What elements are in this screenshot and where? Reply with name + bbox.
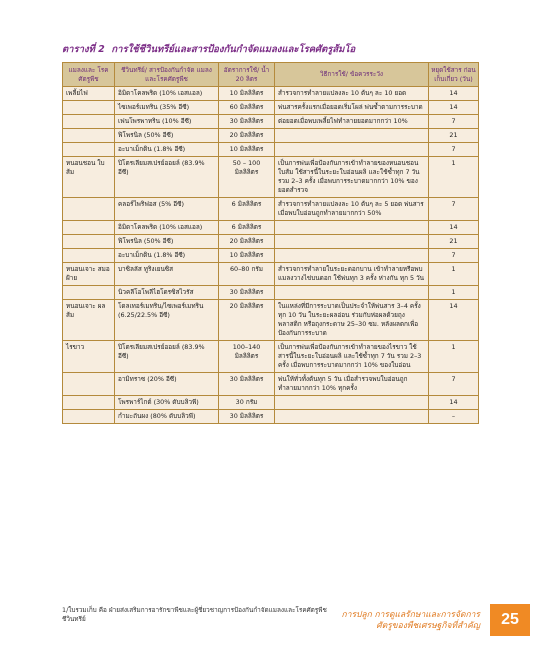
table-row — [63, 198, 479, 221]
cell-chem: อะบาเม็กติน (1.8% อีซี) — [115, 143, 219, 157]
table-row — [63, 410, 479, 424]
cell-chem: นิวคลีโอโพลีไฮโดรซิสไวรัส — [115, 286, 219, 300]
cell-phi: 21 — [429, 129, 479, 143]
cell-pest — [63, 129, 115, 143]
caption-label: ตารางที่ 2 — [62, 44, 105, 55]
cell-phi: 1 — [429, 263, 479, 286]
table-row — [63, 341, 479, 373]
cell-pest — [63, 410, 115, 424]
cell-chem: ฟิโพรนิล (50% อีซี) — [115, 129, 219, 143]
table-row — [63, 129, 479, 143]
cell-phi: 7 — [429, 115, 479, 129]
cell-chem: ไซเพอร์เมทริน (35% อีซี) — [115, 101, 219, 115]
footer-line2: ศัตรูของพืชเศรษฐกิจที่สำคัญ — [376, 621, 480, 631]
page-number: 25 — [490, 604, 530, 636]
cell-pest: ไรขาว — [63, 341, 115, 373]
table-row — [63, 300, 479, 341]
cell-rate: 10 มิลลิลิตร — [219, 249, 275, 263]
pesticide-table — [62, 62, 479, 424]
cell-rate: 20 มิลลิลิตร — [219, 235, 275, 249]
cell-rate: 20 มิลลิลิตร — [219, 300, 275, 341]
cell-phi: 1 — [429, 157, 479, 198]
cell-method: สำรวจการทำลายแปลงละ 10 ต้นๆ ละ 10 ยอด — [275, 87, 429, 101]
cell-method — [275, 221, 429, 235]
cell-rate: 30 กรัม — [219, 396, 275, 410]
cell-pest: หนอนชอน ใบส้ม — [63, 157, 115, 198]
cell-rate: 30 มิลลิลิตร — [219, 373, 275, 396]
cell-phi: 1 — [429, 341, 479, 373]
cell-method: พ่นให้ทั่วทั้งต้นทุก 5 วัน เมื่อสำรวจพบใบอ่อนถูกทำลายมากกว่า 10% ทุกครั้ง — [275, 373, 429, 396]
cell-pest — [63, 115, 115, 129]
cell-rate: 6 มิลลิลิตร — [219, 221, 275, 235]
footer-title — [342, 610, 480, 632]
header-rate: อัตราการใช้/ น้ำ 20 ลิตร — [219, 63, 275, 87]
cell-phi: 14 — [429, 87, 479, 101]
footer-line1: การปลูก การดูแลรักษาและการจัดการ — [341, 610, 480, 620]
footnote-line2: ชีวินทรีย์ — [62, 615, 86, 623]
cell-phi: 21 — [429, 235, 479, 249]
cell-rate: 10 มิลลิลิตร — [219, 87, 275, 101]
cell-pest — [63, 221, 115, 235]
cell-pest — [63, 396, 115, 410]
table-caption — [62, 42, 355, 57]
cell-phi: 7 — [429, 198, 479, 221]
table-row — [63, 101, 479, 115]
header-method: วิธีการใช้/ ข้อควรระวัง — [275, 63, 429, 87]
cell-pest — [63, 143, 115, 157]
cell-method: ต่อยอดเมื่อพบเพลี้ยไฟทำลายยอดมากกว่า 10% — [275, 115, 429, 129]
table-row — [63, 221, 479, 235]
cell-chem: ปิโตรเลียมสเปรย์ออยล์ (83.9% อีซี) — [115, 157, 219, 198]
caption-text: การใช้ชีวินทรีย์และสารป้องกันกำจัดแมลงและโรคศัตรูส้มโอ — [111, 44, 356, 55]
footnote-line1: 1/ใบรวมเก็บ คือ ฝ่ายส่งเสริมการอารักขาพืชและผู้ชี่ยวชาญการป้องกันกำจัดแมลงและโรคศัตรูพืช — [62, 606, 327, 614]
cell-chem: โพรพาร์ไกต์ (30% ดับบลิวพี) — [115, 396, 219, 410]
cell-rate: 30 มิลลิลิตร — [219, 410, 275, 424]
cell-phi: 1 — [429, 286, 479, 300]
header-pest: แมลงและ โรคศัตรูพืช — [63, 63, 115, 87]
cell-pest: หนอนเจาะ สมอฝ้าย — [63, 263, 115, 286]
cell-pest: หนอนเจาะ ผลส้ม — [63, 300, 115, 341]
table-row — [63, 143, 479, 157]
header-phi: หยุดใช้สาร ก่อนเก็บเกี่ยว (วัน) — [429, 63, 479, 87]
cell-method: สำรวจการทำลายในระยะดอกบาน เข้าทำลายหรือพบแมลงวางไข่บนดอก ใช้พ่นทุก 3 ครั้ง ห่างกัน ทุก 5 วัน — [275, 263, 429, 286]
cell-phi: 7 — [429, 143, 479, 157]
cell-method: สำรวจการทำลายแปลงละ 10 ต้นๆ ละ 5 ยอด พ่นสารเมื่อพบใบอ่อนถูกทำลายมากกว่า 50% — [275, 198, 429, 221]
cell-phi: 14 — [429, 221, 479, 235]
cell-method — [275, 410, 429, 424]
cell-chem: อามิทราซ (20% อีซี) — [115, 373, 219, 396]
cell-phi: 7 — [429, 249, 479, 263]
table-row — [63, 235, 479, 249]
cell-method: เป็นการพ่นเพื่อป้องกันการเข้าทำลายของหนอนชอนใบส้ม ใช้สารนี้ในระยะใบอ่อนผลิ และใช้ซ้ำทุก 7 วัน รวม 2–3 ครั้ง เมื่อพบการระบาดมากกว่า 10% ของยอดสำรวจ — [275, 157, 429, 198]
cell-method — [275, 249, 429, 263]
cell-chem: อิมิดาโคลพริด (10% เอสแอล) — [115, 221, 219, 235]
table-row — [63, 157, 479, 198]
table-row — [63, 263, 479, 286]
cell-chem: คลอร์ไพริฟอส (5% อีซี) — [115, 198, 219, 221]
cell-rate: 100–140 มิลลิลิตร — [219, 341, 275, 373]
cell-pest — [63, 373, 115, 396]
cell-pest — [63, 198, 115, 221]
cell-chem: บาซิลลัส ทูริงเยนซิส — [115, 263, 219, 286]
cell-pest — [63, 286, 115, 300]
cell-phi: – — [429, 410, 479, 424]
cell-phi: 14 — [429, 396, 479, 410]
cell-rate: 20 มิลลิลิตร — [219, 129, 275, 143]
cell-phi: 7 — [429, 373, 479, 396]
cell-method: พ่นสารครั้งแรกเมื่อยอดเริ่มโผล่ พ่นซ้ำตามการระบาด — [275, 101, 429, 115]
cell-chem: กำมะถันผง (80% ดับบลิวพี) — [115, 410, 219, 424]
table-row — [63, 249, 479, 263]
cell-method — [275, 396, 429, 410]
cell-method — [275, 143, 429, 157]
cell-method: เป็นการพ่นเพื่อป้องกันการเข้าทำลายของไรขาว ใช้สารนี้ในระยะใบอ่อนผลิ และใช้ซ้ำทุก 7 วัน รวม 2–3 ครั้ง เมื่อพบการระบาดมากกว่า 10% ของใบอ่อน — [275, 341, 429, 373]
table-row — [63, 373, 479, 396]
cell-method: ในแหล่งที่มีการระบาดเป็นประจำให้พ่นสาร 3–4 ครั้ง ทุก 10 วัน ในระยะผลอ่อน ร่วมกับห่อผลด้วยถุงพลาสติก หรือถุงกระดาษ 25–30 ซม. หลังผลตกเพื่อป้องกันการระบาด — [275, 300, 429, 341]
cell-rate: 6 มิลลิลิตร — [219, 198, 275, 221]
cell-rate: 60 มิลลิลิตร — [219, 101, 275, 115]
cell-rate: 60–80 กรัม — [219, 263, 275, 286]
cell-method — [275, 286, 429, 300]
cell-rate: 10 มิลลิลิตร — [219, 143, 275, 157]
cell-phi: 14 — [429, 101, 479, 115]
cell-pest — [63, 249, 115, 263]
header-chemical: ชีวินทรีย์/ สารป้องกันกำจัด แมลงและโรคศัตรูพืช — [115, 63, 219, 87]
table-row — [63, 115, 479, 129]
cell-chem: โดลเทอร์เมทริน/ไซเพอร์เมทริน (6.25/22.5% อีซี) — [115, 300, 219, 341]
table-row — [63, 87, 479, 101]
cell-rate: 30 มิลลิลิตร — [219, 115, 275, 129]
cell-pest — [63, 101, 115, 115]
cell-pest: เพลี้ยไฟ — [63, 87, 115, 101]
table-row — [63, 286, 479, 300]
footnote — [62, 606, 327, 624]
cell-rate: 50 – 100 มิลลิลิตร — [219, 157, 275, 198]
cell-method — [275, 235, 429, 249]
cell-chem: อะบาเม็กติน (1.8% อีซี) — [115, 249, 219, 263]
cell-chem: อิมิดาโคลพริด (10% เอสแอล) — [115, 87, 219, 101]
cell-method — [275, 129, 429, 143]
table-row — [63, 396, 479, 410]
cell-chem: เฟนโพรพาทริน (10% อีซี) — [115, 115, 219, 129]
cell-pest — [63, 235, 115, 249]
cell-rate: 30 มิลลิลิตร — [219, 286, 275, 300]
cell-phi: 14 — [429, 300, 479, 341]
cell-chem: ฟิโพรนิล (50% อีซี) — [115, 235, 219, 249]
table-header-row — [63, 63, 479, 87]
cell-chem: ปิโตรเลียมสเปรย์ออยล์ (83.9% อีซี) — [115, 341, 219, 373]
